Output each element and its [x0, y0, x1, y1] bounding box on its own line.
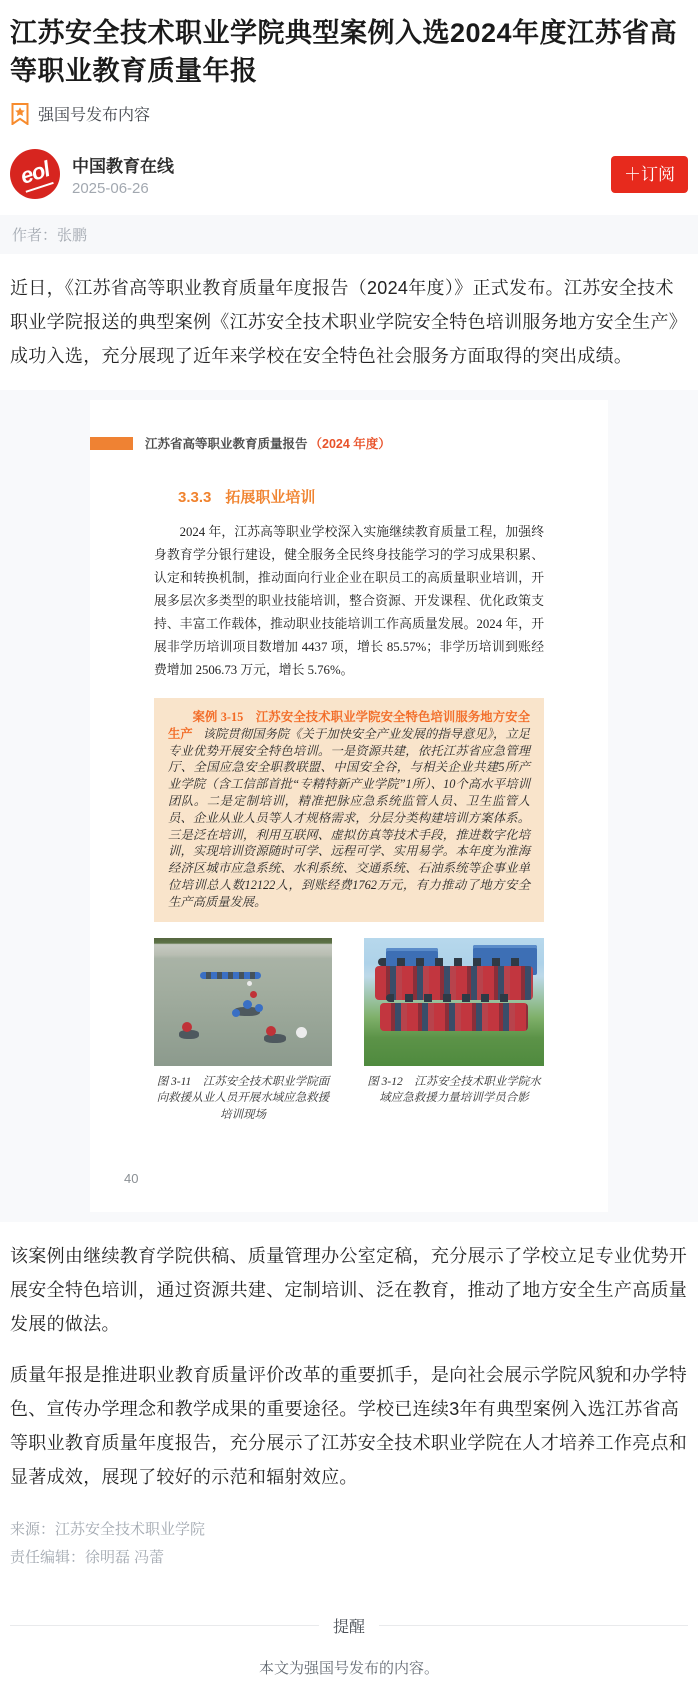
photo-water-rescue-training — [154, 938, 332, 1066]
editor-line: 责任编辑：徐明磊 冯蕾 — [10, 1549, 165, 1567]
photo-group-portrait — [364, 938, 544, 1066]
publisher-logo-avatar[interactable] — [10, 149, 60, 199]
people-kneeling-row — [380, 1003, 528, 1031]
notice-body: 本文为强国号发布的内容。 — [258, 1660, 439, 1678]
swimmer-line — [200, 972, 261, 979]
swimmer-helmet — [266, 1026, 276, 1036]
figure-3-12 — [364, 938, 544, 1124]
publisher-info — [72, 152, 174, 197]
author-bar: 作者：张鹏 — [0, 215, 698, 254]
report-header-title: 江苏省高等职业教育质量报告 — [145, 437, 308, 451]
divider-line — [10, 1625, 319, 1626]
case-heading: 案例 3-15 江苏安全技术职业学院安全特色培训服务地方安全生产 — [168, 710, 530, 741]
notice-title: 提醒 — [333, 1619, 366, 1637]
bookmark-star-icon — [10, 103, 30, 125]
case-body-text: 该院贯彻国务院《关于加快安全产业发展的指导意见》，立足专业优势开展安全特色培训。一是资源共建，依托江苏省应急管理厅、全国应急安全职教联盟、中国安全谷，与相关企业共建5所产业学院（含工信部首批“专精特新产业学院”1所）、10个高水平培训团队。二是定制培训，精准把脉应急系统监管人员、卫生监管人员、企业从业人员等人才规格需求，分层分类构建培训方案体系。三是泛在培训，利用互联网、虚拟仿真等技术手段，推进数字化培训，实现培训资源随时可学、远程可学、实用易学。本年度为淮海经济区城市应急系统、水利系统、交通系统、石油系统等企事业单位培训总人数12122人，到账经费1762万元，有力推动了地方安全生产高质量发展。 — [168, 726, 530, 909]
section-number: 3.3.3 — [178, 489, 212, 506]
swimmer-helmet — [255, 1004, 263, 1012]
publisher-row — [10, 149, 688, 199]
report-page-number: 40 — [124, 1171, 139, 1187]
swimmer-helmet — [232, 1009, 240, 1017]
case-highlight-box — [154, 698, 544, 922]
report-body-text: 2024 年，江苏高等职业学校深入实施继续教育质量工程，加强终身教育学分银行建设，健全服务全民终身技能学习的学习成果积累、认定和转换机制，推动面向行业企业在职员工的高质量职业培训，开展多层次多类型的职业技能培训，整合资源、开发课程、优化政策支持、丰富工作载体，推动职业技能培训工作高质量发展。2024 年，开展非学历培训项目数增加 4437 项，增长 85.57%；非学历培训到账经费增加 2506.73 万元，增长 5.76%。 — [154, 525, 544, 677]
swimmer-helmet — [250, 991, 257, 998]
article-page — [0, 14, 698, 1678]
page-title: 江苏安全技术职业学院典型案例入选2024年度江苏省高等职业教育质量年报 — [10, 18, 678, 86]
report-header-year: （2024 年度） — [309, 437, 391, 451]
report-section-heading — [178, 486, 544, 507]
paragraph-2: 该案例由继续教育学院供稿、质量管理办公室定稿，充分展示了学校立足专业优势开展安全特色培训，通过资源共建、定制培训、泛在教育，推动了地方安全生产高质量发展的做法。 — [10, 1246, 688, 1335]
figure-3-12-caption: 图 3-12 江苏安全技术职业学院水域应急救援力量培训学员合影 — [367, 1075, 541, 1105]
report-header — [90, 434, 608, 452]
source-line: 来源：江苏安全技术职业学院 — [10, 1521, 206, 1539]
people-heads-row — [378, 958, 526, 966]
publish-date: 2025-06-26 — [72, 179, 149, 197]
swimmer-helmet — [296, 1027, 307, 1038]
badge-label: 强国号发布内容 — [38, 107, 151, 124]
subscribe-button[interactable]: ＋订阅 — [611, 156, 688, 193]
notice-section — [10, 1614, 688, 1678]
figure-3-11-caption: 图 3-11 江苏安全技术职业学院面向救援从业人员开展水域应急救援培训现场 — [156, 1075, 330, 1121]
report-page — [90, 400, 608, 1212]
qiangguo-badge — [10, 102, 688, 125]
orange-bar-icon — [90, 437, 133, 450]
divider-line — [379, 1625, 688, 1626]
people-heads-row — [386, 994, 519, 1002]
article-meta — [10, 1516, 688, 1572]
figure-3-11 — [154, 938, 332, 1124]
report-figures-row — [154, 938, 544, 1124]
notice-divider — [10, 1614, 688, 1637]
swimmer-helmet — [247, 981, 252, 986]
report-image[interactable] — [0, 390, 698, 1222]
paragraph-1: 近日，《江苏省高等职业教育质量年度报告（2024年度）》正式发布。江苏安全技术职业学院报送的典型案例《江苏安全技术职业学院安全特色培训服务地方安全生产》成功入选，充分展现了近年来学校在安全特色社会服务方面取得的突出成绩。 — [10, 278, 688, 366]
paragraph-3: 质量年报是推进职业教育质量评价改革的重要抓手，是向社会展示学院风貌和办学特色、宣传办学理念和教学成果的重要途径。学校已连续3年有典型案例入选江苏省高等职业教育质量年度报告，充分展示了江苏安全技术职业学院在人才培养工作亮点和显著成效，展现了较好的示范和辐射效应。 — [10, 1365, 688, 1488]
section-title: 拓展职业培训 — [225, 489, 316, 506]
publisher-name[interactable]: 中国教育在线 — [72, 156, 174, 176]
publisher-logo-text: eol — [17, 156, 53, 192]
